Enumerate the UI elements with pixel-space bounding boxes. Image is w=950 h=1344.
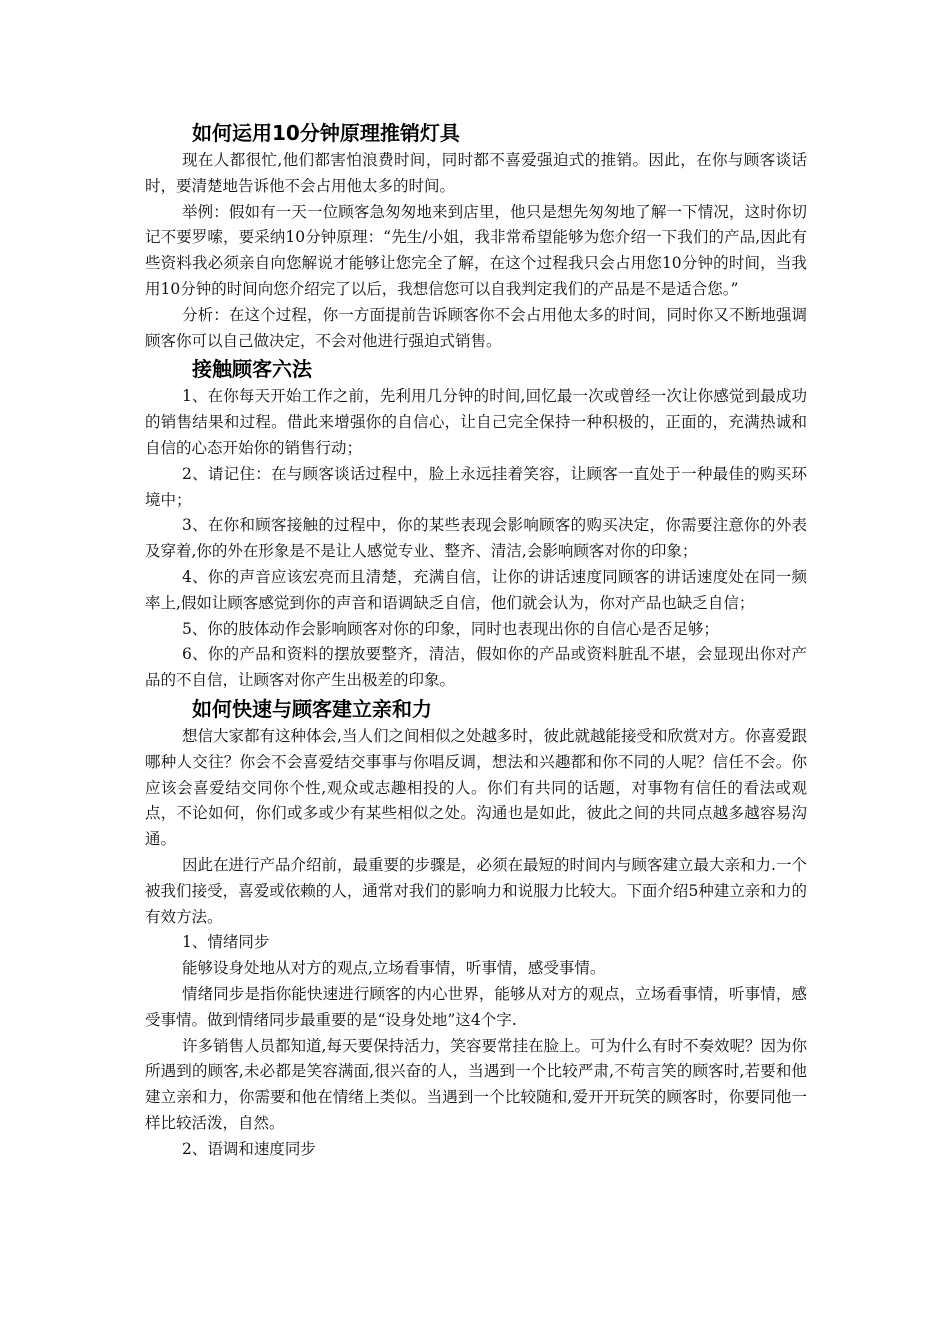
paragraph: 现在人都很忙,他们都害怕浪费时间，同时都不喜爱强迫式的推销。因此，在你与顾客谈话时，要清楚地告诉他不会占用他太多的时间。 (145, 151, 807, 195)
paragraph: 2、请记住：在与顾客谈话过程中，脸上永远挂着笑容，让顾客一直处于一种最佳的购买环境中； (145, 464, 807, 509)
paragraph: 情绪同步是指你能快速进行顾客的内心世界，能够从对方的观点，立场看事情，听事情，感受事情。做到情绪同步最重要的是“设身处地”这4个字. (145, 984, 807, 1029)
section-10-minute-principle (145, 118, 807, 354)
paragraph: 想信大家都有这种体会,当人们之间相似之处越多时，彼此就越能接受和欣赏对方。你喜爱跟哪种人交往？你会不会喜爱结交事事与你唱反调，想法和兴趣都和你不同的人呢？信任不会。你应该会喜爱结交同你个性,观众或志趣相投的人。你们有共同的话题，对事物有信任的看法或观点，不论如何，你们或多或少有某些相似之处。沟通也是如此，彼此之间的共同点越多越容易沟通。 (145, 726, 807, 849)
paragraph: 1、在你每天开始工作之前，先利用几分钟的时间,回忆最一次或曾经一次让你感觉到最成功的销售结果和过程。借此来增强你的自信心，让自己完全保持一种积极的，正面的，充满热诚和自信的心态开始你的销售行动； (145, 387, 807, 457)
paragraph: 5、你的肢体动作会影响顾客对你的印象，同时也表现出你的自信心是否足够； (182, 619, 719, 638)
paragraph: 因此在进行产品介绍前，最重要的步骤是，必须在最短的时间内与顾客建立最大亲和力.一个被我们接受，喜爱或依赖的人，通常对我们的影响力和说服力比较大。下面介绍5种建立亲和力的有效方法。 (145, 855, 807, 926)
paragraph: 3、在你和顾客接触的过程中，你的某些表现会影响顾客的购买决定，你需要注意你的外表及穿着,你的外在形象是不是让人感觉专业、整齐、清洁,会影响顾客对你的印象； (145, 516, 807, 561)
document-page (145, 118, 807, 1162)
paragraph: 6、你的产品和资料的摆放要整齐，清洁，假如你的产品或资料脏乱不堪，会显现出你对产品的不自信，让顾客对你产生出极差的印象。 (145, 645, 807, 690)
paragraph: 4、你的声音应该宏亮而且清楚，充满自信，让你的讲话速度同顾客的讲话速度处在同一频率上,假如让顾客感觉到你的声音和语调缺乏自信，他们就会认为，你对产品也缺乏自信； (145, 567, 807, 612)
paragraph: 分析：在这个过程，你一方面提前告诉顾客你不会占用他太多的时间，同时你又不断地强调顾客你可以自己做决定，不会对他进行强迫式销售。 (145, 305, 807, 350)
section-heading: 如何运用10分钟原理推销灯具 (192, 121, 460, 145)
section-build-rapport (145, 694, 807, 1163)
paragraph: 2、语调和速度同步 (182, 1139, 316, 1158)
paragraph: 1、情绪同步 (182, 933, 270, 952)
section-six-contact-methods (145, 354, 807, 694)
paragraph: 能够设身处地从对方的观点,立场看事情，听事情，感受事情。 (182, 959, 606, 978)
paragraph: 举例：假如有一天一位顾客急匆匆地来到店里，他只是想先匆匆地了解一下情况，这时你切记不要罗嗦，要采纳10分钟原理：“先生/小姐，我非常希望能够为您介绍一下我们的产品,因此有些资料我必须亲自向您解说才能够让您完全了解，在这个过程我只会占用您10分钟的时间，当我用10分钟的时间向您介绍完了以后，我想信您可以自我判定我们的产品是不是适合您。” (145, 202, 807, 298)
paragraph: 许多销售人员都知道,每天要保持活力，笑容要常挂在脸上。可为什么有时不奏效呢？因为你所遇到的顾客,未必都是笑容满面,很兴奋的人，当遇到一个比较严肃,不苟言笑的顾客时,若要和他建立亲和力，你需要和他在情绪上类似。当遇到一个比较随和,爱开开玩笑的顾客时，你要同他一样比较活泼，自然。 (145, 1036, 807, 1132)
section-heading: 接触顾客六法 (192, 357, 312, 382)
section-heading: 如何快速与顾客建立亲和力 (192, 696, 432, 721)
